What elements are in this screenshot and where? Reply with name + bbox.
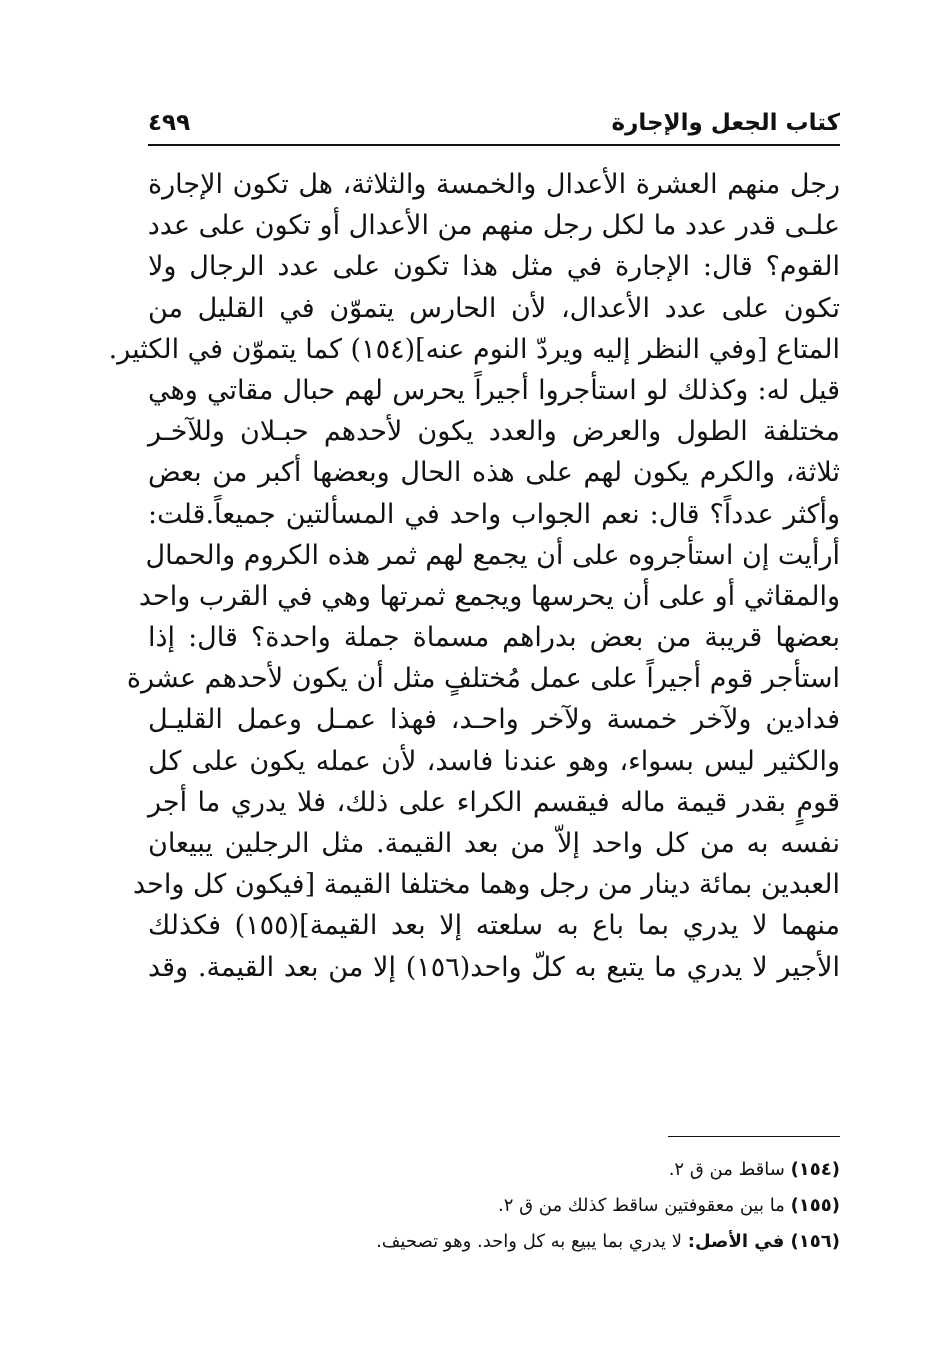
text-line: منهما لا يدري بما باع به سلعته إلا بعد القيمة](١٥٥) فكذلك: [148, 910, 840, 942]
footnotes: [148, 1152, 840, 1260]
footnote-155: [148, 1188, 840, 1224]
text-line: والكثير ليس بسواء، وهو عندنا فاسد، لأن عمله يكون على كل: [148, 745, 840, 777]
footnote-divider: [668, 1136, 840, 1137]
body-text: [108, 164, 840, 988]
running-title: كتاب الجعل والإجارة: [611, 110, 840, 136]
text-line: والمقاثي أو على أن يحرسها ويجمع ثمرتها وهي في القرب واحد: [138, 580, 840, 612]
text-line: استأجر قوم أجيراً على عمل مُختلفٍ مثل أن يكون لأحدهم عشرة: [126, 663, 840, 695]
text-line: قيل له: وكذلك لو استأجروا أجيراً يحرس لهم حبال مقاتي وهي: [148, 374, 840, 406]
text-line: رجل منهم العشرة الأعدال والخمسة والثلاثة، هل تكون الإجارة: [148, 169, 840, 200]
page-number: ٤٩٩: [148, 110, 191, 136]
page-header: [148, 110, 840, 144]
text-line: أرأيت إن استأجروه على أن يجمع لهم ثمر هذه الكروم والحمال: [145, 539, 840, 571]
text-line: الأجير لا يدري ما يتبع به كلّ واحد(١٥٦) إلا من بعد القيمة. وقد: [148, 951, 840, 983]
text-line: تكون على عدد الأعدال، لأن الحارس يتموّن في القليل من: [148, 292, 840, 324]
footnote-text: ساقط من ق ٢.: [668, 1159, 785, 1180]
footnote-text: ما بين معقوفتين ساقط كذلك من ق ٢.: [497, 1195, 785, 1216]
text-line: قومٍ بقدر قيمة ماله فيقسم الكراء على ذلك، فلا يدري ما أجر: [148, 786, 840, 818]
header-divider: [148, 144, 840, 146]
text-line: مختلفة الطول والعرض والعدد يكون لأحدهم حبـلان وللآخـر: [148, 416, 840, 448]
footnote-text: لا يدري بما يبيع به كل واحد. وهو تصحيف.: [376, 1231, 683, 1252]
footnote-154: [148, 1152, 840, 1188]
text-line: ثلاثة، والكرم يكون لهم على هذه الحال وبعضها أكبر من بعض: [148, 457, 840, 489]
footnote-number: (١٥٦) في الأصل:: [687, 1231, 840, 1252]
text-line: بعضها قريبة من بعض بدراهم مسماة جملة واحدة؟ قال: إذا: [148, 622, 840, 654]
text-line: المتاع [وفي النظر إليه ويردّ النوم عنه](١٥٤) كما يتموّن في الكثير.: [108, 333, 840, 365]
text-line: العبدين بمائة دينار من رجل وهما مختلفا القيمة [فيكون كل واحد: [132, 869, 840, 901]
text-line: فدادين ولآخر خمسة ولآخر واحـد، فهذا عمـل وعمل القليـل: [148, 704, 840, 736]
footnote-156: [148, 1224, 840, 1260]
text-line: نفسه به من كل واحد إلاّ من بعد القيمة. مثل الرجلين يبيعان: [148, 828, 840, 859]
text-line: وأكثر عدداً؟ قال: نعم الجواب واحد في المسألتين جميعاً.قلت:: [148, 498, 840, 530]
text-line: القوم؟ قال: الإجارة في مثل هذا تكون على عدد الرجال ولا: [148, 251, 840, 283]
text-line: علـى قدر عدد ما لكل رجل منهم من الأعدال أو تكون على عدد: [147, 210, 840, 242]
footnote-number: (١٥٥): [790, 1195, 840, 1216]
footnote-number: (١٥٤): [790, 1159, 840, 1180]
